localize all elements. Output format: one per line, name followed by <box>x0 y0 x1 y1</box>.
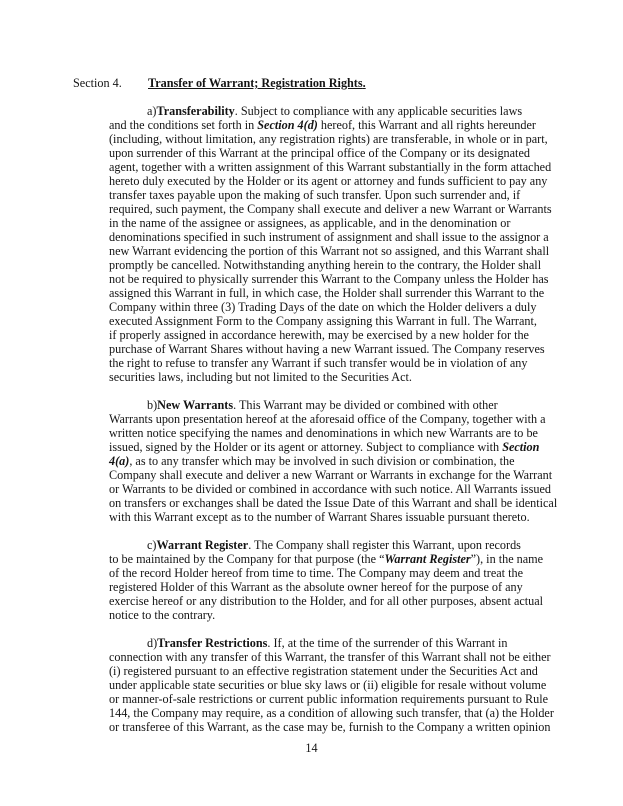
section-heading <box>73 76 366 90</box>
text-line: exercise hereof or any distribution to the Holder, and for all other purposes, absent actual <box>109 594 544 608</box>
text-line: if properly assigned in accordance herewith, may be exercised by a new holder for the <box>109 328 529 342</box>
text-line: or manner-of-sale restrictions or current public information requirements pursuant to Rule <box>109 692 549 706</box>
cross-reference: Section <box>502 440 540 454</box>
text-line: on transfers or exchanges shall be dated the Issue Date of this Warrant and shall be identical <box>109 496 558 510</box>
text-line: assigned this Warrant in full, in which case, the Holder shall surrender this Warrant to the <box>109 286 545 300</box>
item-label: c) <box>147 538 157 552</box>
item-label: d) <box>147 636 158 650</box>
text-line: or transferee of this Warrant, as the case may be, furnish to the Company a written opinion <box>109 720 551 734</box>
text-line: purchase of Warrant Shares without having a new Warrant issued. The Company reserves <box>109 342 545 356</box>
item-heading: Transfer Restrictions <box>157 636 268 650</box>
text-line: c) Warrant Register. The Company shall register this Warrant, upon records <box>109 538 490 552</box>
text-line: (including, without limitation, any registration rights) are transferable, in whole or in part, <box>109 132 548 146</box>
text-line: in the name of the assignee or assignees, as applicable, and in the denomination or <box>109 216 511 230</box>
text-line: connection with any transfer of this Warrant, the transfer of this Warrant shall not be either <box>109 650 551 664</box>
text-line: registered Holder of this Warrant as the absolute owner hereof for the purpose of any <box>109 580 523 594</box>
text-line: 4(a), as to any transfer which may be involved in such division or combination, the <box>109 454 515 468</box>
text-line: issued, signed by the Holder or its agent or attorney. Subject to compliance with Section <box>109 440 540 454</box>
section-title: Transfer of Warrant; Registration Rights. <box>148 76 366 90</box>
text-line: and the conditions set forth in Section 4(d) hereof, this Warrant and all rights hereunder <box>109 118 536 132</box>
text-line: (i) registered pursuant to an effective registration statement under the Securities Act and <box>109 664 538 678</box>
text-line: to be maintained by the Company for that purpose (the “Warrant Register”), in the name <box>109 552 544 566</box>
text-line: 144, the Company may require, as a condition of allowing such transfer, that (a) the Holder <box>109 706 554 720</box>
text-line: a) Transferability. Subject to compliance with any applicable securities laws <box>109 104 490 118</box>
text-line: denominations specified in such instrument of assignment and shall issue to the assignor a <box>109 230 549 244</box>
item-label: b) <box>147 398 158 412</box>
text-line: promptly be cancelled. Notwithstanding anything herein to the contrary, the Holder shall <box>109 258 542 272</box>
page-number: 14 <box>305 741 318 755</box>
text-line: required, such payment, the Company shall execute and deliver a new Warrant or Warrants <box>109 202 552 216</box>
item-heading: Transferability <box>156 104 235 118</box>
text-line: under applicable state securities or blue sky laws or (ii) eligible for resale without volume <box>109 678 547 692</box>
text-line: hereto duly executed by the Holder or its agent or attorney and funds sufficient to pay any <box>109 174 548 188</box>
paragraph-a-transferability <box>109 104 552 384</box>
item-heading: Warrant Register <box>156 538 249 552</box>
cross-reference: 4(a) <box>109 454 130 468</box>
text-line: written notice specifying the names and denominations in which new Warrants are to be <box>109 426 538 440</box>
text-line: notice to the contrary. <box>109 608 216 622</box>
text-line: or Warrants to be divided or combined in accordance with such notice. All Warrants issued <box>109 482 551 496</box>
paragraph-b-new-warrants <box>109 398 558 524</box>
item-heading: New Warrants <box>157 398 234 412</box>
text-line: of the record Holder hereof from time to time. The Company may deem and treat the <box>109 566 524 580</box>
text-line: transfer taxes payable upon the making of such transfer. Upon such surrender and, if <box>109 188 521 202</box>
text-line: Company within three (3) Trading Days of the date on which the Holder delivers a duly <box>109 300 537 314</box>
text-line: not be required to physically surrender this Warrant to the Company unless the Holder has <box>109 272 549 286</box>
section-number: Section 4. <box>73 76 122 90</box>
text-line: securities laws, including but not limited to the Securities Act. <box>109 370 412 384</box>
text-line: with this Warrant except as to the number of Warrant Shares issuable pursuant thereto. <box>109 510 530 524</box>
text-line: Warrants upon presentation hereof at the aforesaid office of the Company, together with a <box>109 412 546 426</box>
text-line: new Warrant evidencing the portion of this Warrant not so assigned, and this Warrant shall <box>109 244 550 258</box>
text-line: Company shall execute and deliver a new Warrant or Warrants in exchange for the Warrant <box>109 468 553 482</box>
item-label: a) <box>147 104 157 118</box>
text-line: b) New Warrants. This Warrant may be divided or combined with other <box>109 398 490 412</box>
text-line: upon surrender of this Warrant at the principal office of the Company or its designated <box>109 146 530 160</box>
paragraph-c-warrant-register <box>109 538 544 622</box>
cross-reference: Warrant Register <box>384 552 471 566</box>
cross-reference: Section 4(d) <box>257 118 318 132</box>
paragraph-d-transfer-restrictions <box>109 636 554 734</box>
text-line: executed Assignment Form to the Company assigning this Warrant in full. The Warrant, <box>109 314 537 328</box>
text-line: agent, together with a written assignment of this Warrant substantially in the form attached <box>109 160 552 174</box>
text-line: d) Transfer Restrictions. If, at the time of the surrender of this Warrant in <box>109 636 490 650</box>
text-line: the right to refuse to transfer any Warrant if such transfer would be in violation of any <box>109 356 528 370</box>
